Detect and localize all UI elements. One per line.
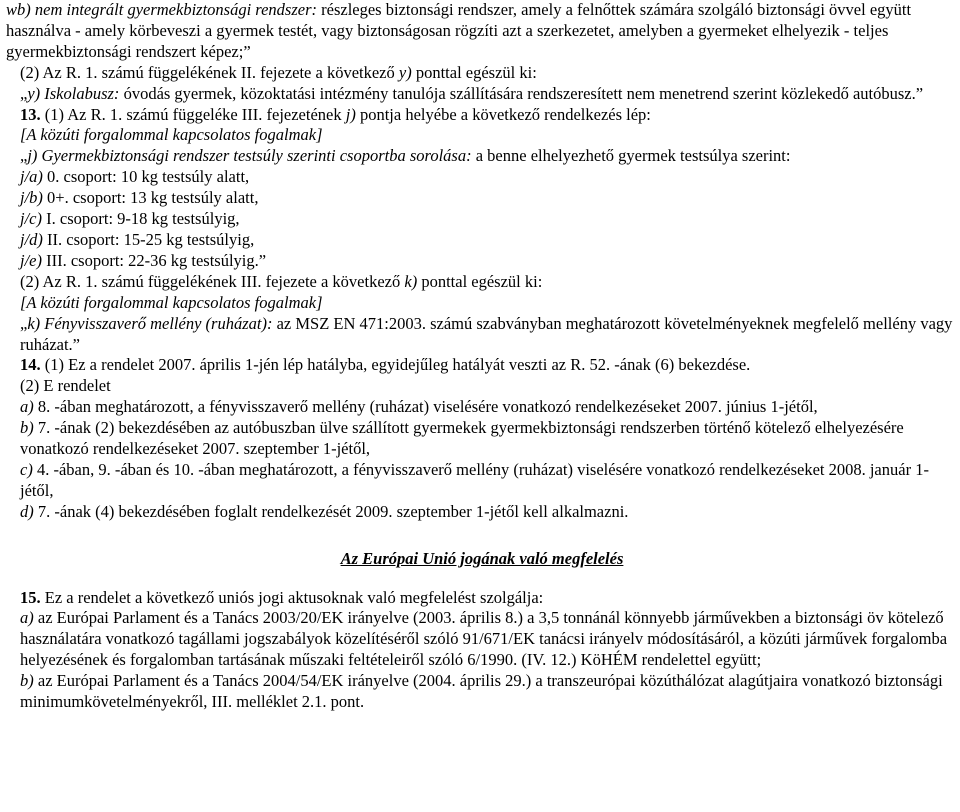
item-label: a) [20, 608, 34, 628]
section-13-paragraph-1 [6, 105, 958, 126]
text: 4. -ában, 9. -ában és 10. -ában meghatározott, a fényvisszaverő mellény (ruházat) viselésére vonatkozó rendelkezéseket 2008. január 1-jétől, [20, 459, 929, 500]
section-number: 13. [20, 104, 41, 124]
paragraph-amendment-2 [6, 63, 958, 84]
text: pontja helyébe a következő rendelkezés lép: [355, 104, 651, 124]
point-ref: j) [345, 104, 356, 124]
text: (1) Az R. 1. számú függeléke III. fejezetének [40, 104, 346, 124]
list-item-jb [6, 188, 958, 209]
text: (1) Ez a rendelet 2007. április 1-jén lép hatályba, egyidejűleg hatályát veszti az R. 52. -ának (6) bekezdése. [40, 355, 751, 375]
item-label: a) [20, 397, 34, 417]
text: 0. csoport: 10 kg testsúly alatt, [42, 167, 250, 187]
paragraph-definition-j [6, 146, 958, 167]
item-label: j/e) [20, 250, 42, 270]
list-item-c [6, 460, 958, 502]
text: I. csoport: 9-18 kg testsúlyig, [42, 209, 240, 229]
list-item-je [6, 251, 958, 272]
quote-mark: „ [20, 83, 28, 103]
section-14-paragraph-2: (2) E rendelet [20, 376, 111, 396]
section-14-paragraph-1 [6, 355, 958, 376]
list-item-b [6, 418, 958, 460]
item-label: j/b) [20, 188, 43, 208]
bracket-heading: [A közúti forgalommal kapcsolatos fogalmak] [20, 125, 323, 145]
text: részleges biztonsági rendszer, amely a felnőttek számára szolgáló biztonsági övvel együtt használva - amely körbeveszi a gyermek testét, vagy biztonságosan rögzíti azt a szerkezetet, amelyben a gyermeket elhelyezik - teljes gyermekbiztonsági rendszert képez;” [6, 0, 912, 61]
list-item-eu-b [6, 671, 958, 713]
text: ponttal egészül ki: [417, 271, 543, 291]
term-k: k) Fényvisszaverő mellény (ruházat): [27, 313, 273, 333]
item-label: d) [20, 501, 34, 521]
section-heading-eu: Az Európai Unió jogának való megfelelés [340, 548, 624, 568]
term-j: j) Gyermekbiztonsági rendszer testsúly szerinti csoportba sorolása: [27, 146, 472, 166]
bracket-heading: [A közúti forgalommal kapcsolatos fogalmak] [20, 292, 323, 312]
paragraph-iskolabusz [6, 84, 958, 105]
text: 7. -ának (2) bekezdésében az autóbuszban ülve szállított gyermekek gyermekbiztonsági rendszerben történő kötelező elhelyezésére vonatkozó rendelkezéseket 2007. szeptember 1-jétől, [20, 418, 904, 459]
quote-mark: „ [20, 313, 28, 333]
text: (2) Az R. 1. számú függelékének II. fejezete a következő [20, 62, 399, 82]
text: az Európai Parlament és a Tanács 2004/54/EK irányelve (2004. április 29.) a transzeurópai közúthálózat alagútjaira vonatkozó biztonsági minimumkövetelményekről, III. melléklet 2.1. pont. [20, 671, 943, 712]
list-item-jc [6, 209, 958, 230]
item-label: j/d) [20, 229, 43, 249]
list-item-ja [6, 167, 958, 188]
list-item-eu-a [6, 608, 958, 671]
section-number: 14. [20, 355, 41, 375]
text: (2) Az R. 1. számú függelékének III. fejezete a következő [20, 271, 405, 291]
section-number: 15. [20, 587, 41, 607]
text: óvodás gyermek, közoktatási intézmény tanulója szállítására rendszeresített nem menetrend szerint közlekedő autóbusz.” [119, 83, 924, 103]
text: az MSZ EN 471:2003. számú szabványban meghatározott követelményeknek megfelelő mellény vagy ruházat.” [20, 313, 953, 354]
list-item-jd [6, 230, 958, 251]
text: 0+. csoport: 13 kg testsúly alatt, [42, 188, 259, 208]
section-13-paragraph-2 [6, 272, 958, 293]
text: III. csoport: 22-36 kg testsúlyig.” [42, 250, 267, 270]
item-label: b) [20, 671, 34, 691]
point-ref: k) [404, 271, 418, 291]
list-item-a [6, 397, 958, 418]
text: Ez a rendelet a következő uniós jogi aktusoknak való megfelelést szolgálja: [40, 587, 544, 607]
term-wb: wb) nem integrált gyermekbiztonsági rendszer: [6, 0, 318, 19]
point-ref: y) [398, 62, 412, 82]
term-iskolabusz: y) Iskolabusz: [27, 83, 120, 103]
quote-mark: „ [20, 146, 28, 166]
item-label: c) [20, 459, 33, 479]
paragraph-wb-definition [6, 0, 958, 63]
text: ponttal egészül ki: [411, 62, 537, 82]
text: II. csoport: 15-25 kg testsúlyig, [42, 229, 255, 249]
list-item-d [6, 502, 958, 523]
section-15 [6, 588, 958, 609]
paragraph-definition-k [6, 314, 958, 356]
text: a benne elhelyezhető gyermek testsúlya szerint: [471, 146, 791, 166]
text: 7. -ának (4) bekezdésében foglalt rendelkezését 2009. szeptember 1-jétől kell alkalmazni. [33, 501, 629, 521]
item-label: j/a) [20, 167, 43, 187]
item-label: j/c) [20, 209, 42, 229]
item-label: b) [20, 418, 34, 438]
text: 8. -ában meghatározott, a fényvisszaverő mellény (ruházat) viselésére vonatkozó rendelkezéseket 2007. június 1-jétől, [33, 397, 818, 417]
text: az Európai Parlament és a Tanács 2003/20/EK irányelve (2003. április 8.) a 3,5 tonnánál könnyebb járművekben a biztonsági öv kötelező használatára vonatkozó tagállami jogszabályok közelítéséről szóló 91/671/EK tanácsi irányelv módosításáról, a közúti járművek forgalomba helyezésének és forgalomban tartásának műszaki feltételeiről szóló 6/1990. (IV. 12.) KöHÉM rendelettel együtt; [20, 608, 948, 670]
